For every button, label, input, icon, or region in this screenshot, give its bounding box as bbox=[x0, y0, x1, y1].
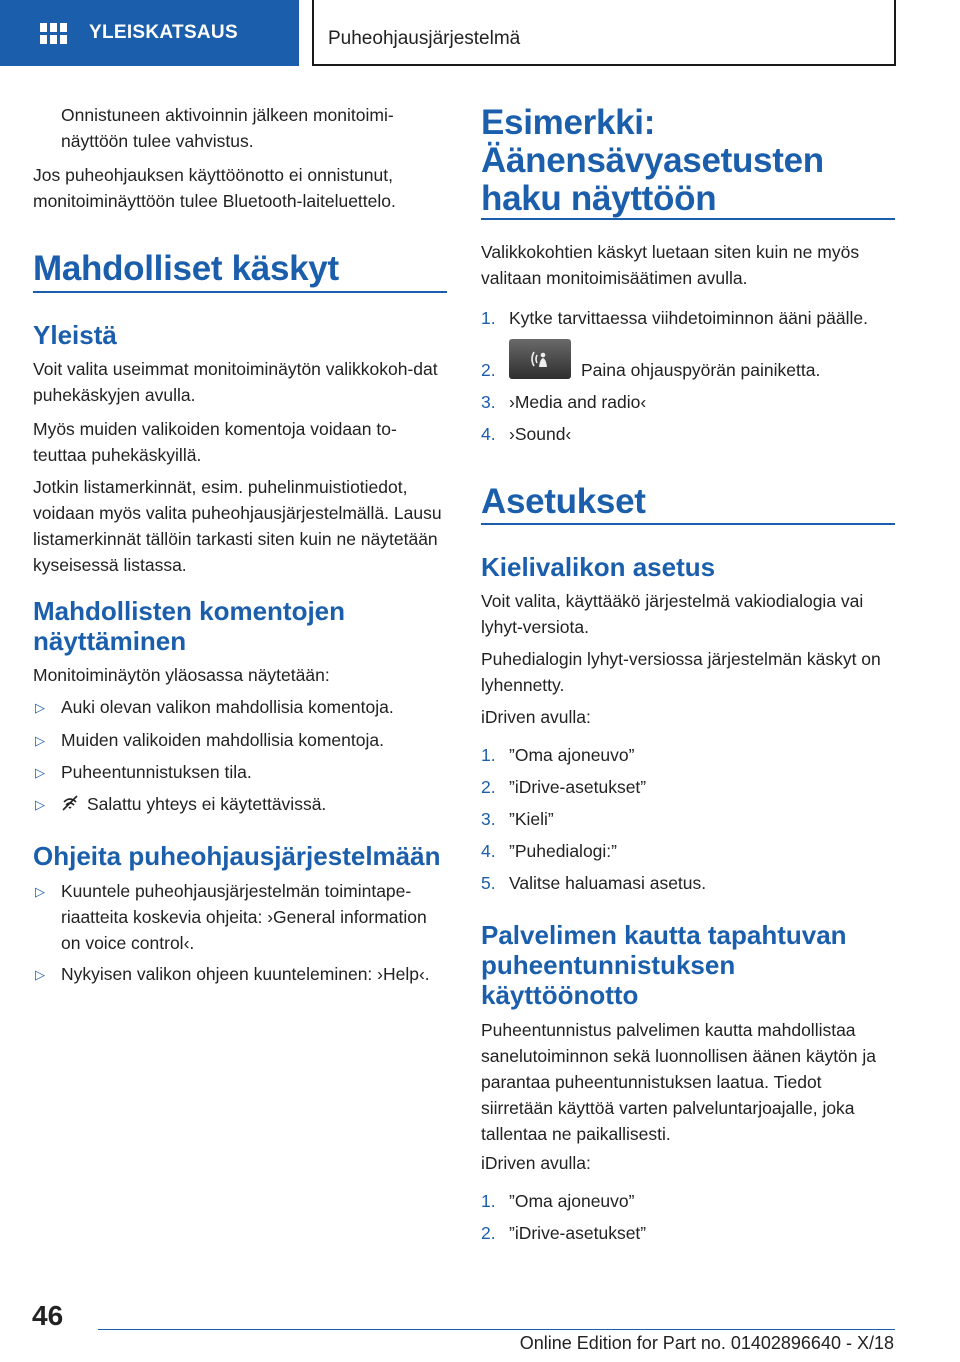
komennot-bullet-4-text: Salattu yhteys ei käytettävissä. bbox=[87, 794, 327, 814]
heading-rule bbox=[481, 523, 895, 525]
header-section bbox=[312, 0, 896, 66]
intro-paragraph: Jos puheohjauksen käyttöönotto ei onnistunut, monitoiminäyttöön tulee Bluetooth-laiteluettelo. bbox=[33, 165, 396, 211]
step-number: 4. bbox=[481, 841, 496, 861]
heading-yleista: Yleistä bbox=[33, 320, 117, 350]
ohjeita-bullet-2: Nykyisen valikon ohjeen kuunteleminen: ›Help‹. bbox=[61, 964, 430, 984]
triangle-bullet-icon: ▷ bbox=[35, 765, 45, 780]
kieli-step-4: ”Puhedialogi:” bbox=[509, 841, 617, 861]
palvelin-paragraph-1: Puheentunnistus palvelimen kautta mahdollistaa sanelutoiminnon sekä luonnollisen äänen käytön ja parantaa puheentunnistuksen laatua. Tiedot siirretään käyttöä varten palveluntarjoajalle, joka tallentaa ne paikallisesti. bbox=[481, 1020, 876, 1144]
kieli-step-2: ”iDrive-asetukset” bbox=[509, 777, 647, 797]
step-number: 2. bbox=[481, 360, 496, 380]
komennot-paragraph: Monitoiminäytön yläosassa näytetään: bbox=[33, 665, 330, 685]
triangle-bullet-icon: ▷ bbox=[35, 733, 45, 748]
step-number: 1. bbox=[481, 1191, 496, 1211]
heading-esimerkki: Esimerkki: Äänensävyasetusten haku näyttöön bbox=[481, 103, 824, 218]
kieli-step-1: ”Oma ajoneuvo” bbox=[509, 745, 635, 765]
encryption-off-icon bbox=[61, 793, 79, 811]
triangle-bullet-icon: ▷ bbox=[35, 967, 45, 982]
komennot-bullet-2: Muiden valikoiden mahdollisia komentoja. bbox=[61, 730, 384, 750]
yleista-paragraph-1: Voit valita useimmat monitoiminäytön valikkokoh-dat puhekäskyjen avulla. bbox=[33, 359, 438, 405]
heading-komentojen-nayttaminen: Mahdollisten komentojen näyttäminen bbox=[33, 596, 346, 656]
yleista-paragraph-2: Myös muiden valikoiden komentoja voidaan to-teuttaa puhekäskyillä. bbox=[33, 419, 397, 465]
heading-palvelin-puheentunnistus: Palvelimen kautta tapahtuvan puheentunnistuksen käyttöönotto bbox=[481, 920, 847, 1010]
step-number: 1. bbox=[481, 745, 496, 765]
esimerkki-step-3: ›Media and radio‹ bbox=[509, 392, 647, 412]
kieli-paragraph-3: iDriven avulla: bbox=[481, 707, 591, 727]
komennot-bullet-1: Auki olevan valikon mahdollisia komentoja. bbox=[61, 697, 394, 717]
triangle-bullet-icon: ▷ bbox=[35, 700, 45, 715]
step-number: 3. bbox=[481, 392, 496, 412]
kieli-step-3: ”Kieli” bbox=[509, 809, 554, 829]
esimerkki-paragraph: Valikkokohtien käskyt luetaan siten kuin ne myös valitaan monitoimisäätimen avulla. bbox=[481, 242, 860, 288]
palvelin-paragraph-2: iDriven avulla: bbox=[481, 1153, 591, 1173]
kieli-step-5: Valitse haluamasi asetus. bbox=[509, 873, 707, 893]
kieli-paragraph-1: Voit valita, käyttääkö järjestelmä vakiodialogia vai lyhyt-versiota. bbox=[481, 591, 864, 637]
ohjeita-bullet-1: Kuuntele puheohjausjärjestelmän toimintape-riaatteita koskevia ohjeita: ›General information on voice control‹. bbox=[61, 881, 427, 953]
komennot-bullet-4 bbox=[61, 791, 447, 817]
esimerkki-step-2: Paina ohjauspyörän painiketta. bbox=[581, 360, 821, 380]
kieli-paragraph-2: Puhedialogin lyhyt-versiossa järjestelmän käskyt on lyhennetty. bbox=[481, 649, 881, 695]
heading-mahdolliset-kaskyt: Mahdolliset käskyt bbox=[33, 249, 339, 288]
triangle-bullet-icon: ▷ bbox=[35, 797, 45, 812]
heading-ohjeita: Ohjeita puheohjausjärjestelmään bbox=[33, 841, 441, 871]
step-number: 3. bbox=[481, 809, 496, 829]
heading-asetukset: Asetukset bbox=[481, 482, 646, 521]
yleista-paragraph-3: Jotkin listamerkinnät, esim. puhelinmuistiotiedot, voidaan myös valita puheohjausjärjestelmällä. Lausu listamerkinnät tällöin tarkasti siten kuin ne näytetään kyseisessä listassa. bbox=[33, 477, 442, 575]
step-number: 2. bbox=[481, 777, 496, 797]
palvelin-step-2: ”iDrive-asetukset” bbox=[509, 1223, 647, 1243]
komennot-bullet-3: Puheentunnistuksen tila. bbox=[61, 762, 252, 782]
footer-edition: Online Edition for Part no. 01402896640 - X/18 bbox=[519, 1333, 894, 1353]
voice-button-icon bbox=[509, 339, 571, 379]
step-number: 2. bbox=[481, 1223, 496, 1243]
heading-rule bbox=[33, 291, 447, 293]
heading-rule bbox=[481, 218, 895, 220]
step-number: 5. bbox=[481, 873, 496, 893]
section-title: Puheohjausjärjestelmä bbox=[328, 28, 521, 49]
triangle-bullet-icon: ▷ bbox=[35, 884, 45, 899]
heading-kielivalikon-asetus: Kielivalikon asetus bbox=[481, 552, 716, 582]
step-number: 4. bbox=[481, 424, 496, 444]
grid-icon bbox=[40, 22, 67, 45]
header-tab[interactable] bbox=[0, 0, 299, 66]
esimerkki-step-4: ›Sound‹ bbox=[509, 424, 572, 444]
esimerkki-step-1: Kytke tarvittaessa viihdetoiminnon ääni päälle. bbox=[509, 308, 868, 328]
step-number: 1. bbox=[481, 308, 496, 328]
palvelin-step-1: ”Oma ajoneuvo” bbox=[509, 1191, 635, 1211]
intro-indent-text: Onnistuneen aktivoinnin jälkeen monitoimi- näyttöön tulee vahvistus. bbox=[61, 105, 394, 151]
header-tab-label: YLEISKATSAUS bbox=[89, 22, 238, 43]
page-number: 46 bbox=[32, 1300, 64, 1331]
footer-rule bbox=[98, 1329, 895, 1330]
